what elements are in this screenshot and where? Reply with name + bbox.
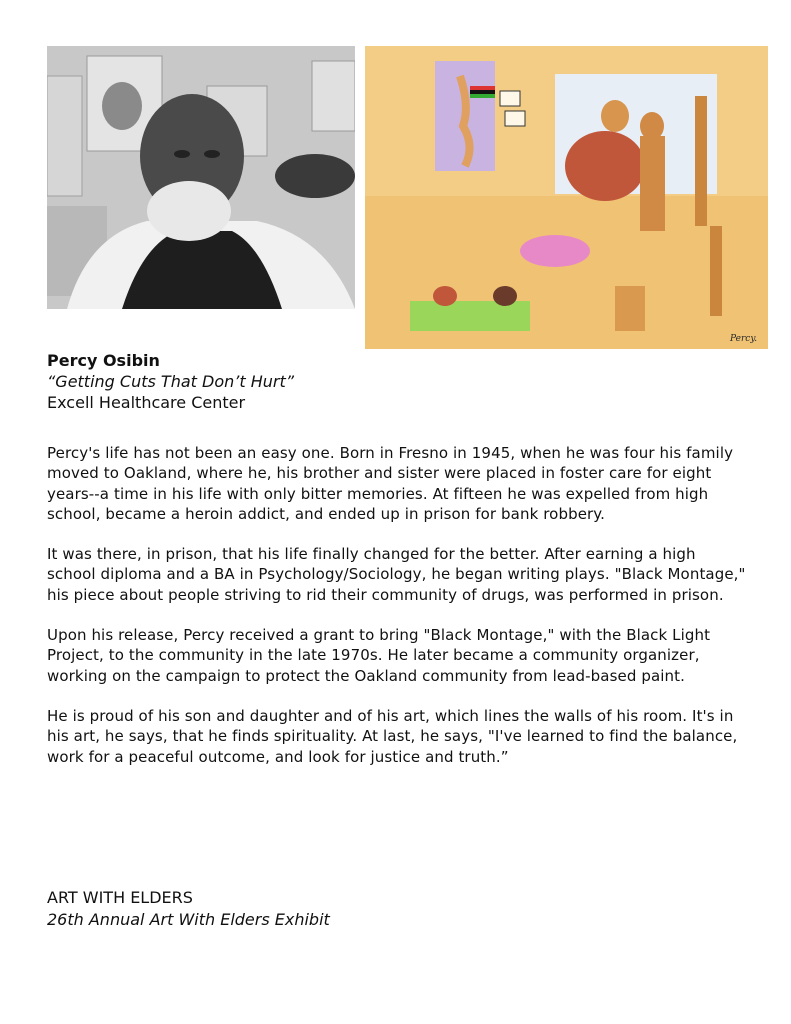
artwork-painting	[365, 46, 768, 349]
artist-name: Percy Osibin	[47, 351, 160, 370]
artist-portrait-photo	[47, 46, 355, 309]
exhibit-name: 26th Annual Art With Elders Exhibit	[47, 910, 330, 929]
portrait-illustration	[47, 46, 355, 309]
exhibit-footer	[47, 887, 330, 931]
artist-venue: Excell Healthcare Center	[47, 393, 246, 412]
bio-paragraph: Percy's life has not been an easy one. Born in Fresno in 1945, when he was four his family moved to Oakland, where he, his brother and sister were placed in foster care for eight years--a time in his life with only bitter memories. At fifteen he was expelled from high school, became a heroin addict, and ended up in prison for bank robbery.	[47, 444, 734, 523]
painting-signature: Percy.	[730, 334, 758, 344]
artwork-title: “Getting Cuts That Don’t Hurt”	[47, 372, 294, 391]
bio-paragraph: Upon his release, Percy received a grant to bring "Black Montage," with the Black Light Project, to the community in the late 1970s. He later became a community organizer, working on the campaign to protect the Oakland community from lead-based paint.	[47, 626, 711, 685]
program-name: ART WITH ELDERS	[47, 888, 193, 907]
bio-paragraph: It was there, in prison, that his life finally changed for the better. After earning a high school diploma and a BA in Psychology/Sociology, he began writing plays. "Black Montage," his piece about people striving to rid their community of drugs, was performed in prison.	[47, 545, 746, 604]
painting-illustration	[365, 46, 768, 349]
bio-paragraph: He is proud of his son and daughter and of his art, which lines the walls of his room. It's in his art, he says, that he finds spirituality. At last, he says, "I've learned to find the balance, work for a peaceful outcome, and look for justice and truth.”	[47, 706, 738, 766]
artist-biography	[47, 443, 747, 787]
artwork-caption	[47, 350, 294, 413]
